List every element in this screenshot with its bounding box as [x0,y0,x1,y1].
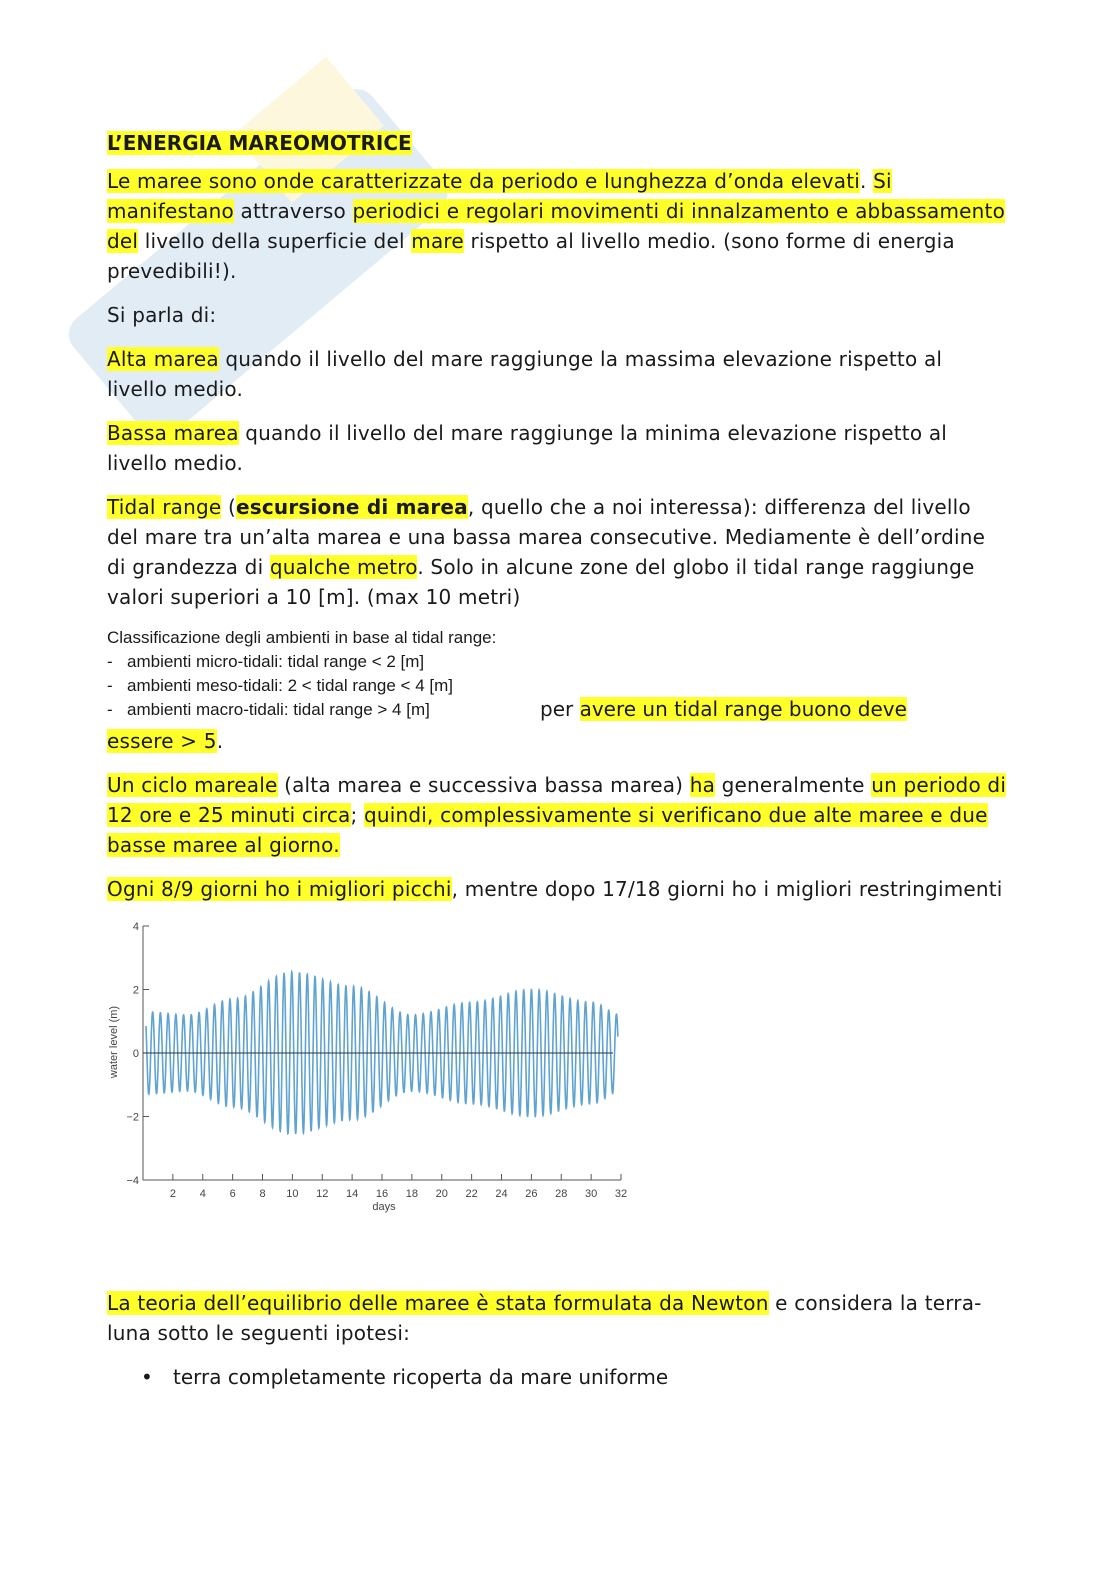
paragraph-alta-marea: Alta marea quando il livello del mare raggiunge la massima elevazione rispetto al livello medio. [107,347,943,401]
classification-note-continued: essere > 5. [107,729,224,753]
hypothesis-list [107,1362,1007,1392]
y-axis-label: water level (m) [108,1005,120,1079]
classification-item: - ambienti meso-tidali: 2 < tidal range < 4 [m] [107,674,1007,698]
classification-note: per avere un tidal range buono deve [540,697,907,721]
classification-block [107,626,1007,724]
x-tick-label: 2 [169,1188,176,1200]
x-tick-label: 18 [405,1188,418,1200]
classification-item: - ambienti macro-tidali: tidal range > 4 [m] [107,698,1007,722]
x-tick-label: 10 [286,1188,299,1200]
classification-item: - ambienti micro-tidali: tidal range < 2 [m] [107,650,1007,674]
x-tick-label: 30 [585,1188,598,1200]
paragraph-tidal-range: Tidal range (escursione di marea, quello che a noi interessa): differenza del livello del mare tra un’alta marea e una bassa marea consecutive. Mediamente è dell’ordine di grandezza di qualche metro. Solo in alcune zone del globo il tidal range raggiunge valori superiori a 10 [m]. (max 10 metri) [107,495,986,609]
y-tick-label: −2 [126,1111,139,1124]
x-tick-label: 8 [259,1188,266,1200]
paragraph-bassa-marea: Bassa marea quando il livello del mare raggiunge la minima elevazione rispetto al livello medio. [107,421,948,475]
tide-chart-svg [101,914,636,1224]
paragraph-teoria: La teoria dell’equilibrio delle maree è stata formulata da Newton e considera la terra-luna sotto le seguenti ipotesi: [107,1291,982,1345]
x-tick-label: 14 [346,1188,359,1200]
page-title: L’ENERGIA MAREOMOTRICE [107,131,412,155]
x-tick-label: 20 [435,1188,448,1200]
tide-chart [101,914,636,1224]
x-tick-label: 6 [229,1188,236,1200]
x-tick-label: 24 [495,1188,508,1200]
paragraph-picchi: Ogni 8/9 giorni ho i migliori picchi, mentre dopo 17/18 giorni ho i migliori restringimenti [107,877,1003,901]
y-tick-label: −4 [126,1175,139,1187]
y-tick-label: 0 [132,1048,139,1060]
x-tick-label: 32 [614,1188,628,1200]
document-content [107,128,1007,1392]
paragraph-si-parla: Si parla di: [107,303,217,327]
list-item [107,1362,1007,1392]
classification-heading: Classificazione degli ambienti in base al tidal range: [107,628,497,647]
paragraph-intro: Le maree sono onde caratterizzate da periodo e lunghezza d’onda elevati. Si manifestano attraverso periodici e regolari movimenti di innalzamento e abbassamento del livello della superficie del mare rispetto al livello medio. (sono forme di energia prevedibili!). [107,169,1006,283]
x-tick-label: 22 [465,1188,478,1200]
list-item-text: terra completamente ricoperta da mare uniforme [173,1365,669,1389]
x-axis-label: days [372,1201,396,1213]
y-tick-label: 4 [132,921,139,933]
x-tick-label: 28 [555,1188,568,1200]
x-tick-label: 12 [316,1188,329,1200]
bullet-dot: • [141,1365,153,1389]
x-tick-label: 4 [199,1188,206,1200]
x-tick-label: 16 [375,1188,389,1200]
paragraph-ciclo-mareale: Un ciclo mareale (alta marea e successiva bassa marea) ha generalmente un periodo di 12 ore e 25 minuti circa; quindi, complessivamente si verificano due alte maree e due basse maree al giorno. [107,773,1007,857]
x-tick-label: 26 [525,1188,538,1200]
y-tick-label: 2 [132,984,139,997]
